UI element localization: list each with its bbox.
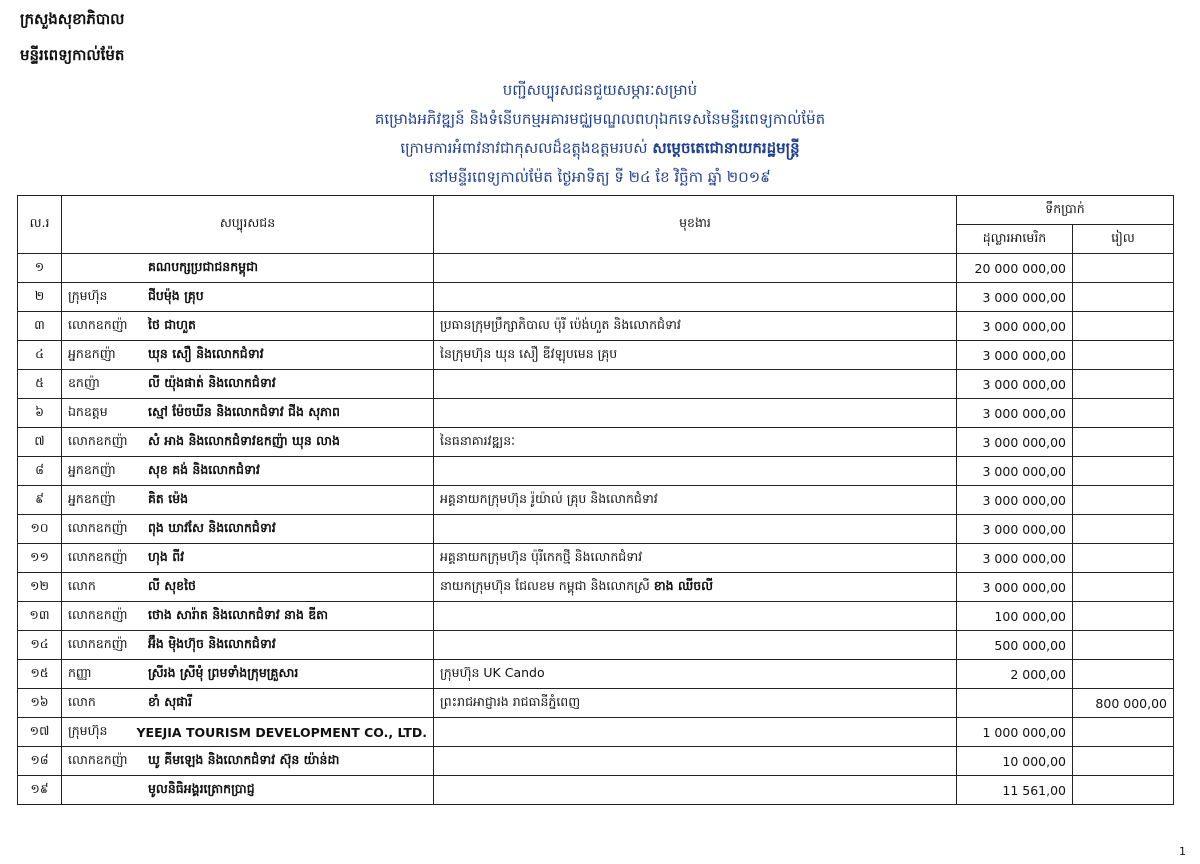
position-cell [434,312,957,341]
row-number: ១៥ [18,660,62,689]
amount-riel [1073,341,1174,370]
amount-riel [1073,544,1174,573]
donor-cell [62,254,434,283]
donor-cell [62,689,434,718]
table-row [18,602,1174,631]
amount-riel [1073,602,1174,631]
amount-riel [1073,312,1174,341]
donor-cell [62,718,434,747]
position-cell [434,515,957,544]
donor-title: លោកឧកញ៉ា [68,751,128,767]
title-line-3-bold: សម្ដេចតេជោនាយករដ្ឋមន្ត្រី [652,139,800,157]
donor-table [17,195,1174,805]
row-number: ១ [18,254,62,283]
donor-cell [62,573,434,602]
position-cell [434,486,957,515]
amount-usd: 500 000,00 [957,631,1073,660]
table-row [18,660,1174,689]
position-cell [434,689,957,718]
title-line-2: គម្រោងអភិវឌ្ឍន៍ និងទំនើបកម្មអគារមជ្ឈមណ្ឌលពហុឯកទេសនៃមន្ទីរពេទ្យកាល់ម៉ែត [374,110,826,128]
amount-usd: 20 000 000,00 [957,254,1073,283]
position-cell [434,399,957,428]
donor-name: សុខ គង់ និងលោកជំទាវ [148,461,260,477]
row-number: ៧ [18,428,62,457]
header-usd: ដុល្លារអាមេរិក [957,225,1073,254]
amount-riel [1073,718,1174,747]
position-cell [434,573,957,602]
table-row [18,689,1174,718]
amount-riel [1073,776,1174,805]
row-number: ៦ [18,399,62,428]
donor-title: លោក [68,693,96,709]
position-cell [434,602,957,631]
row-number: ៣ [18,312,62,341]
table-row [18,428,1174,457]
page-number: 1 [1179,845,1186,858]
amount-riel: 800 000,00 [1073,689,1174,718]
amount-usd: 3 000 000,00 [957,573,1073,602]
position-text: នៃក្រុមហ៊ុន ឃុន សឿ ឌីវឡុបមេន គ្រុប [440,345,618,361]
ministry-name: ក្រសួងសុខាភិបាល [20,10,125,28]
row-number: ១៩ [18,776,62,805]
donor-title: លោក [68,577,96,593]
amount-riel [1073,747,1174,776]
hospital-name: មន្ទីរពេទ្យកាល់ម៉ែត [20,46,125,64]
donor-cell [62,747,434,776]
donor-cell [62,631,434,660]
row-number: ៨ [18,457,62,486]
position-text: ព្រះរាជអាជ្ញារង រាជធានីភ្នំពេញ [440,693,581,709]
donor-cell [62,776,434,805]
row-number: ១១ [18,544,62,573]
amount-usd: 3 000 000,00 [957,428,1073,457]
row-number: ១២ [18,573,62,602]
donor-cell [62,428,434,457]
donor-cell [62,486,434,515]
donor-name: ថៃ ជាហួត [148,316,196,332]
row-number: ៤ [18,341,62,370]
table-row [18,544,1174,573]
amount-usd: 3 000 000,00 [957,283,1073,312]
position-cell [434,428,957,457]
position-cell [434,254,957,283]
title-line-3-prefix: ក្រោមការអំពាវនាវជាកុសលដ៏ឧត្តុងឧត្តមរបស់ [400,139,648,157]
donor-name: ខាំ សុផារី [148,693,193,709]
donor-cell [62,370,434,399]
row-number: ១៨ [18,747,62,776]
title-line-1: បញ្ជីសប្បុរសជនជួយសម្ភារៈសម្រាប់ [502,81,698,99]
position-cell [434,660,957,689]
donor-title: ក្រុមហ៊ុន [68,722,108,738]
donor-title: អ្នកឧកញ៉ា [68,461,116,477]
header-amount: ទឹកប្រាក់ [957,196,1174,225]
table-row [18,457,1174,486]
donor-cell [62,660,434,689]
table-row [18,776,1174,805]
donor-name: ពុង ឃាវសែ និងលោកជំទាវ [148,519,276,535]
header-no: ល.រ [18,196,62,254]
amount-usd: 2 000,00 [957,660,1073,689]
position-text: ប្រធានក្រុមប្រឹក្សាភិបាល ប៉ុរី ប៉េង់ហួត និងលោកជំទាវ [440,316,681,332]
amount-usd: 3 000 000,00 [957,341,1073,370]
amount-usd: 11 561,00 [957,776,1073,805]
position-cell [434,283,957,312]
donor-cell [62,544,434,573]
amount-usd [957,689,1073,718]
table-row [18,573,1174,602]
donor-name: មូលនិធិអង្គរត្រោកប្រាជ្ញ [148,780,255,796]
amount-usd: 3 000 000,00 [957,399,1073,428]
table-row [18,399,1174,428]
donor-title: លោកឧកញ៉ា [68,519,128,535]
table-row [18,631,1174,660]
table-row [18,747,1174,776]
position-text-bold: ខាង ឈីចលី [653,577,714,593]
donor-name: លី យ៉ុងផាត់ និងលោកជំទាវ [148,374,276,390]
donor-cell [62,515,434,544]
donor-name: ហុង ពីវ [148,548,185,564]
position-cell [434,370,957,399]
position-text: នៃធនាគារវឌ្ឍនៈ [440,432,515,448]
amount-riel [1073,399,1174,428]
donor-name: គណបក្សប្រជាជនកម្ពុជា [148,258,258,274]
row-number: ១០ [18,515,62,544]
donor-title: លោកឧកញ៉ា [68,606,128,622]
table-row [18,341,1174,370]
donor-name: ថោង សារ៉ាត និងលោកជំទាវ នាង ឌីតា [148,606,329,622]
donor-cell [62,602,434,631]
donor-title: លោកឧកញ៉ា [68,316,128,332]
table-row [18,312,1174,341]
amount-usd: 100 000,00 [957,602,1073,631]
donor-name: ជីបម៉ុង គ្រុប [148,287,204,303]
row-number: ១៤ [18,631,62,660]
table-row [18,718,1174,747]
position-text: នាយកក្រុមហ៊ុន ជែលខម កម្ពុជា និងលោកស្រី [440,577,650,593]
amount-usd: 3 000 000,00 [957,370,1073,399]
table-row [18,370,1174,399]
amount-usd: 3 000 000,00 [957,457,1073,486]
donor-title: លោកឧកញ៉ា [68,432,128,448]
row-number: ១៧ [18,718,62,747]
document-titles [0,76,1200,192]
table-row [18,283,1174,312]
amount-riel [1073,515,1174,544]
donor-name: YEEJIA TOURISM DEVELOPMENT CO., LTD. [136,724,427,740]
position-cell [434,631,957,660]
amount-usd: 10 000,00 [957,747,1073,776]
amount-riel [1073,428,1174,457]
donor-cell [62,283,434,312]
donor-name: អ៊ឹង ម៉ិងហ៊ុច និងលោកជំទាវ [148,635,276,651]
amount-riel [1073,283,1174,312]
title-line-4: នៅមន្ទីរពេទ្យកាល់ម៉ែត ថ្ងៃអាទិត្យ ទី ២៤ ខែ វិច្ឆិកា ឆ្នាំ ២០១៩ [429,168,771,186]
table-body [18,254,1174,805]
header-riel: រៀល [1073,225,1174,254]
position-cell [434,718,957,747]
donor-name: ឃុន សឿ និងលោកជំទាវ [148,345,264,361]
row-number: ១៦ [18,689,62,718]
amount-riel [1073,370,1174,399]
donor-title: អ្នកឧកញ៉ា [68,345,116,361]
donor-title: ឧកញ៉ា [68,374,100,390]
donor-name: ស្រីរង ស្រីមុំ ព្រមទាំងក្រុមគ្រួសារ [148,664,299,680]
table-row [18,486,1174,515]
donor-title: លោកឧកញ៉ា [68,635,128,651]
donor-name: សំ អាង និងលោកជំទាវឧកញ៉ា ឃុន លាង [148,432,340,448]
position-cell [434,544,957,573]
title-line-3 [0,134,1200,163]
table-row [18,515,1174,544]
position-text: ក្រុមហ៊ុន UK Cando [440,664,545,680]
donor-title: ក្រុមហ៊ុន [68,287,108,303]
amount-usd: 3 000 000,00 [957,486,1073,515]
donor-title: ឯកឧត្តម [68,403,108,419]
position-cell [434,341,957,370]
position-cell [434,457,957,486]
amount-riel [1073,486,1174,515]
table-row [18,254,1174,283]
donor-cell [62,341,434,370]
position-cell [434,747,957,776]
row-number: ២ [18,283,62,312]
donor-name: ឃូ គីមឡេង និងលោកជំទាវ ស៊ុន យ៉ាន់ដា [148,751,340,767]
donor-name: ស្មៅ ម៉ែចឃីន និងលោកជំទាវ ជីង សុភាព [148,403,340,419]
donor-title: កញ្ញា [68,664,92,680]
donor-cell [62,312,434,341]
donor-name: លី សុខថៃ [148,577,196,593]
row-number: ៩ [18,486,62,515]
amount-riel [1073,631,1174,660]
amount-usd: 3 000 000,00 [957,312,1073,341]
amount-riel [1073,254,1174,283]
amount-riel [1073,573,1174,602]
amount-usd: 3 000 000,00 [957,544,1073,573]
donor-title: លោកឧកញ៉ា [68,548,128,564]
header-position: មុខងារ [434,196,957,254]
amount-riel [1073,660,1174,689]
position-cell [434,776,957,805]
row-number: ១៣ [18,602,62,631]
donor-cell [62,457,434,486]
amount-riel [1073,457,1174,486]
header-donor: សប្បុរសជន [62,196,434,254]
position-text: អគ្គនាយកក្រុមហ៊ុន រ៉ូយ៉ាល់ គ្រុប និងលោកជំទាវ [440,490,658,506]
donor-cell [62,399,434,428]
donor-name: គិត ម៉េង [148,490,189,506]
amount-usd: 3 000 000,00 [957,515,1073,544]
row-number: ៥ [18,370,62,399]
amount-usd: 1 000 000,00 [957,718,1073,747]
position-text: អគ្គនាយកក្រុមហ៊ុន ប៉ុរីកេកថ្មី និងលោកជំទាវ [440,548,643,564]
donor-title: អ្នកឧកញ៉ា [68,490,116,506]
